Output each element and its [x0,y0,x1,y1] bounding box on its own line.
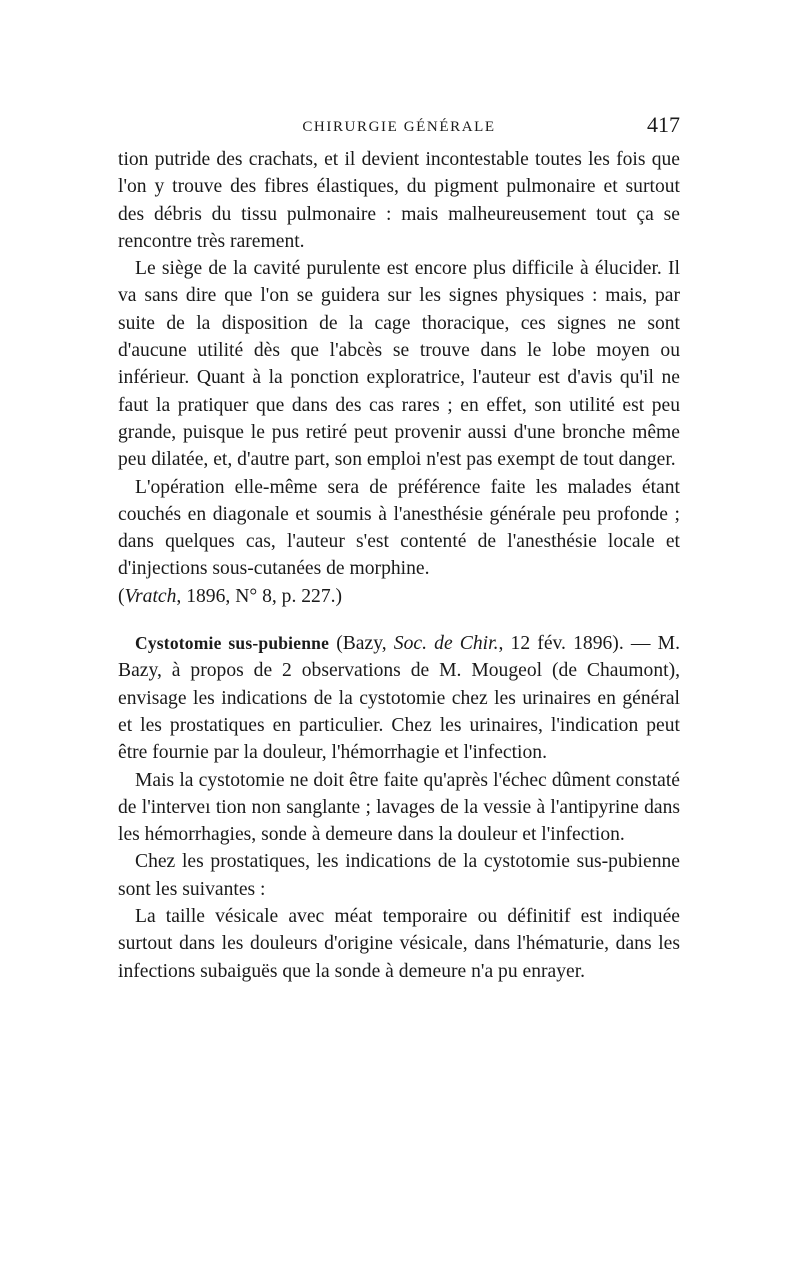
running-head [118,112,680,146]
book-page [118,112,680,985]
section-intro-text: — M. Bazy, à propos de 2 observations de M. Mougeol (de Chaumont), envisage les indications de la cystotomie chez les urinaires en général et les prostatiques en particulier. Chez les urinaires, l'indication peut être fournie par la douleur, l'hémorrhagie et l'infection. [118,633,680,764]
paragraph-conditions: Mais la cystotomie ne doit être faite qu'après l'échec dûment constaté de l'interveı tion non sanglante ; lavages de la vessie à l'antipyrine dans les hémorrhagies, sonde à demeure dans la douleur et l'infection. [118,769,680,846]
paragraph-operation: L'opération elle-même sera de préférence faite les malades étant couchés en diagonale et soumis à l'anesthésie générale peu profonde ; dans quelques cas, l'auteur s'est contenté de l'anesthésie locale et d'injections sous-cutanées de morphine. [118,476,680,580]
reference-journal: Soc. de Chir. [393,633,499,655]
paragraph-indications: La taille vésicale avec méat temporaire ou définitif est indiquée surtout dans les douleurs d'origine vésicale, dans l'hématurie, dans les infections subaiguës que la sonde à demeure n'a pu enrayer. [118,906,680,982]
paragraph-cavity-location: Le siège de la cavité purulente est encore plus difficile à élucider. Il va sans dire que l'on se guidera sur les signes physiques : mais, par suite de la disposition de la cage thoracique, ces signes ne sont d'aucune utilité dès que l'abcès se trouve dans le lobe moyen ou inférieur. Quant à la ponction exploratrice, l'auteur est d'avis qu'il ne faut la pratiquer que dans des cas rares ; en effet, son utilité est peu grande, puisque le pus retiré peut provenir aussi d'une bronche même peu dilatée, et, d'autre part, son emploi n'est pas exempt de tout danger. [118,258,680,471]
section-cystotomie-intro: Cystotomie sus-pubienne (Bazy, Soc. de Chir., 12 fév. 1896). — M. Bazy, à propos de 2 observations de M. Mougeol (de Chaumont), envisage les indications de la cystotomie chez les urinaires en général et les prostatiques en particulier. Chez les urinaires, l'indication peut être fournie par la douleur, l'hémorrhagie et l'infection. [118,633,680,764]
journal-name: Vratch [124,585,177,607]
page-number: 417 [647,112,680,137]
section-heading: Cystotomie sus-pubienne [135,633,330,654]
running-title: CHIRURGIE GÉNÉRALE [302,119,496,135]
body-text [118,146,680,985]
citation-vratch: (Vratch, 1896, N° 8, p. 227.) [118,585,343,607]
paragraph-prostatic: Chez les prostatiques, les indications de la cystotomie sus-pubienne sont les suivantes : [118,851,680,900]
paragraph-continuation: tion putride des crachats, et il devient incontestable toutes les fois que l'on y trouve des fibres élastiques, du pigment pulmonaire et surtout des débris du tissu pulmonaire : mais malheureusement tout ça se rencontre très rarement. [118,149,680,252]
